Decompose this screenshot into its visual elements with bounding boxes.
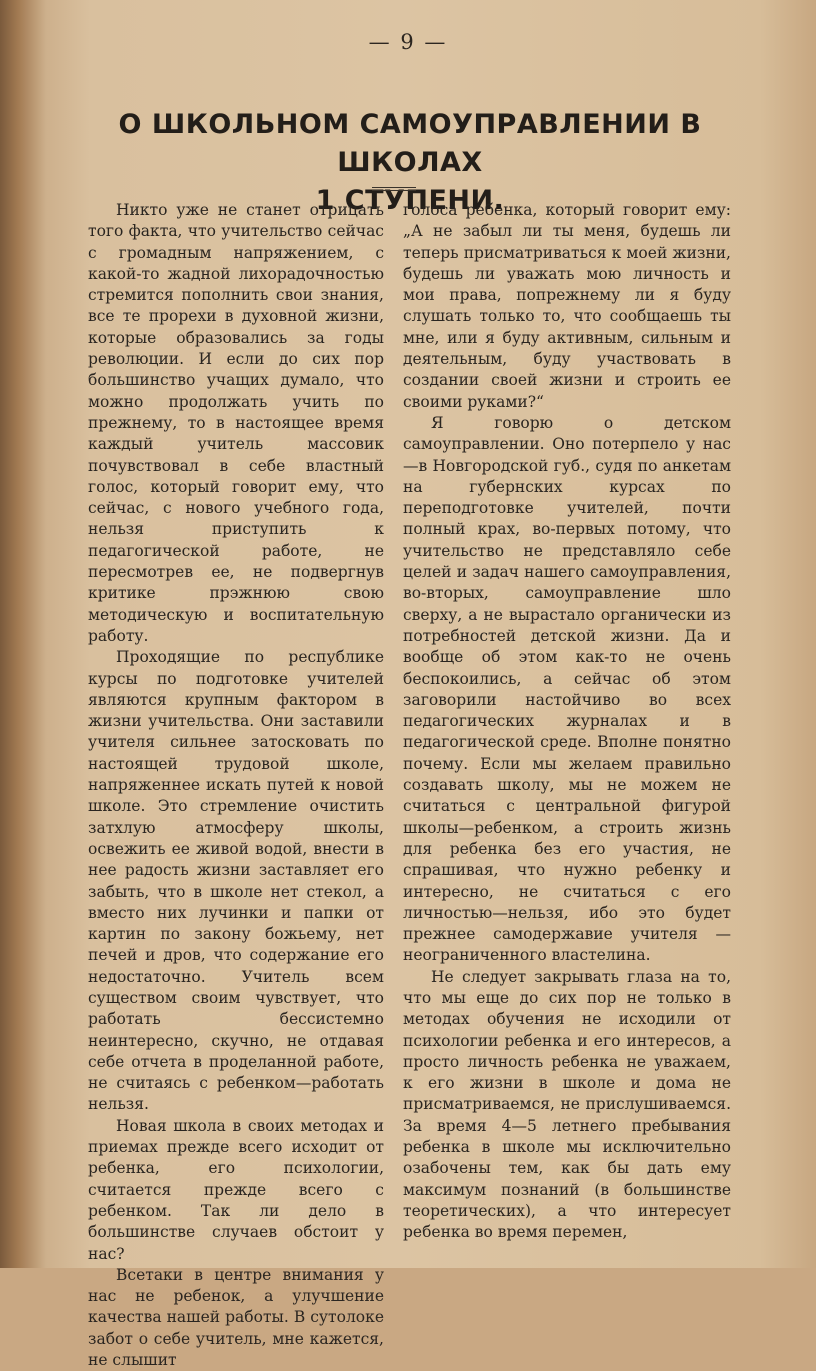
paragraph: Я говорю о детском самоуправлении. Оно потерпело у нас—в Новгородской губ., судя по анкетам на губернских курсах по переподготовке учителей, почти полный крах, во-первых потому, что учительство не представляло себе целей и задач нашего самоуправления, во-вторых, самоуправление шло сверху, а не вырастало органически из потребностей детской жизни. Да и вообще об этом как-то не очень беспокоились, а сейчас об этом заговорили настойчиво во всех педагогических журналах и в педагогической среде. Вполне понятно почему. Если мы желаем правильно создавать школу, мы не можем не считаться с центральной фигурой школы—ребенком, а строить жизнь для ребенка без его участия, не спрашивая, что нужно ребенку и интересно, не считаться с его личностью—нельзя, ибо это будет прежнее самодержавие учителя — неограниченного властелина. bbox=[403, 413, 731, 965]
paragraph: Не следует закрывать глаза на то, что мы еще до сих пор не только в методах обучения не исходили от психологии ребенка и его интересов, а просто личность ребенка не уважаем, к его жизни в школе и дома не присматриваемся, не прислушиваемся. За время 4—5 летнего пребывания ребенка в школе мы исключительно озабочены тем, как бы дать ему максимум познаний (в большинстве теоретических), а что интересует ребенка во время перемен, bbox=[403, 967, 731, 1242]
paragraph: Всетаки в центре внимания у нас не ребенок, а улучшение качества нашей работы. В сутолоке забот о себе учитель, мне кажется, не слышит bbox=[88, 1265, 384, 1370]
paragraph: Проходящие по республике курсы по подготовке учителей являются крупным фактором в жизни учительства. Они заставили учителя сильнее затосковать по настоящей трудовой школе, напряженнее искать путей к новой школе. Это стремление очистить затхлую атмосферу школы, освежить ее живой водой, внести в нее радость жизни заставляет его забыть, что в школе нет стекол, а вместо них лучинки и папки от картин по закону божьему, нет печей и дров, что содержание его недостаточно. Учитель всем существом своим чувствует, что работать бессистемно неинтересно, скучно, не отдавая себе отчета в проделанной работе, не считаясь с ребенком—работать нельзя. bbox=[88, 648, 384, 1114]
paragraph: Новая школа в своих методах и приемах прежде всего исходит от ребенка, его психологии, считается прежде всего с ребенком. Так ли дело в большинстве случаев обстоит у нас? bbox=[88, 1116, 384, 1263]
page-number: — 9 — bbox=[368, 30, 448, 54]
paragraph-continued: голоса ребенка, который говорит ему: „А не забыл ли ты меня, будешь ли теперь присматриваться к моей жизни, будешь ли уважать мою личность и мои права, попрежнему ли я буду слушать только то, что сообщаешь ты мне, или я буду активным, сильным и деятельным, буду участвовать в создании своей жизни и строить ее своими руками?“ bbox=[403, 201, 731, 411]
title-divider bbox=[372, 187, 416, 191]
right-column bbox=[403, 200, 731, 1244]
article-title-line-2: 1 СТУПЕНИ. bbox=[315, 185, 505, 216]
left-column bbox=[88, 200, 384, 1371]
article-title-line-1: О ШКОЛЬНОМ САМОУПРАВЛЕНИИ В ШКОЛАХ bbox=[118, 109, 702, 178]
paragraph: Никто уже не станет отрицать того факта, что учительство сейчас с громадным напряжением, с какой-то жадной лихорадочностью стремится пополнить свои знания, все те прорехи в духовной жизни, которые образовались за годы революции. И если до сих пор большинство учащих думало, что можно продолжать учить по прежнему, то в настоящее время каждый учитель массовик почувствовал в себе властный голос, который говорит ему, что сейчас, с нового учебного года, нельзя приступить к педагогической работе, не пересмотрев ее, не подвергнув критике прэжнюю свою методическую и воспитательную работу. bbox=[88, 201, 384, 645]
